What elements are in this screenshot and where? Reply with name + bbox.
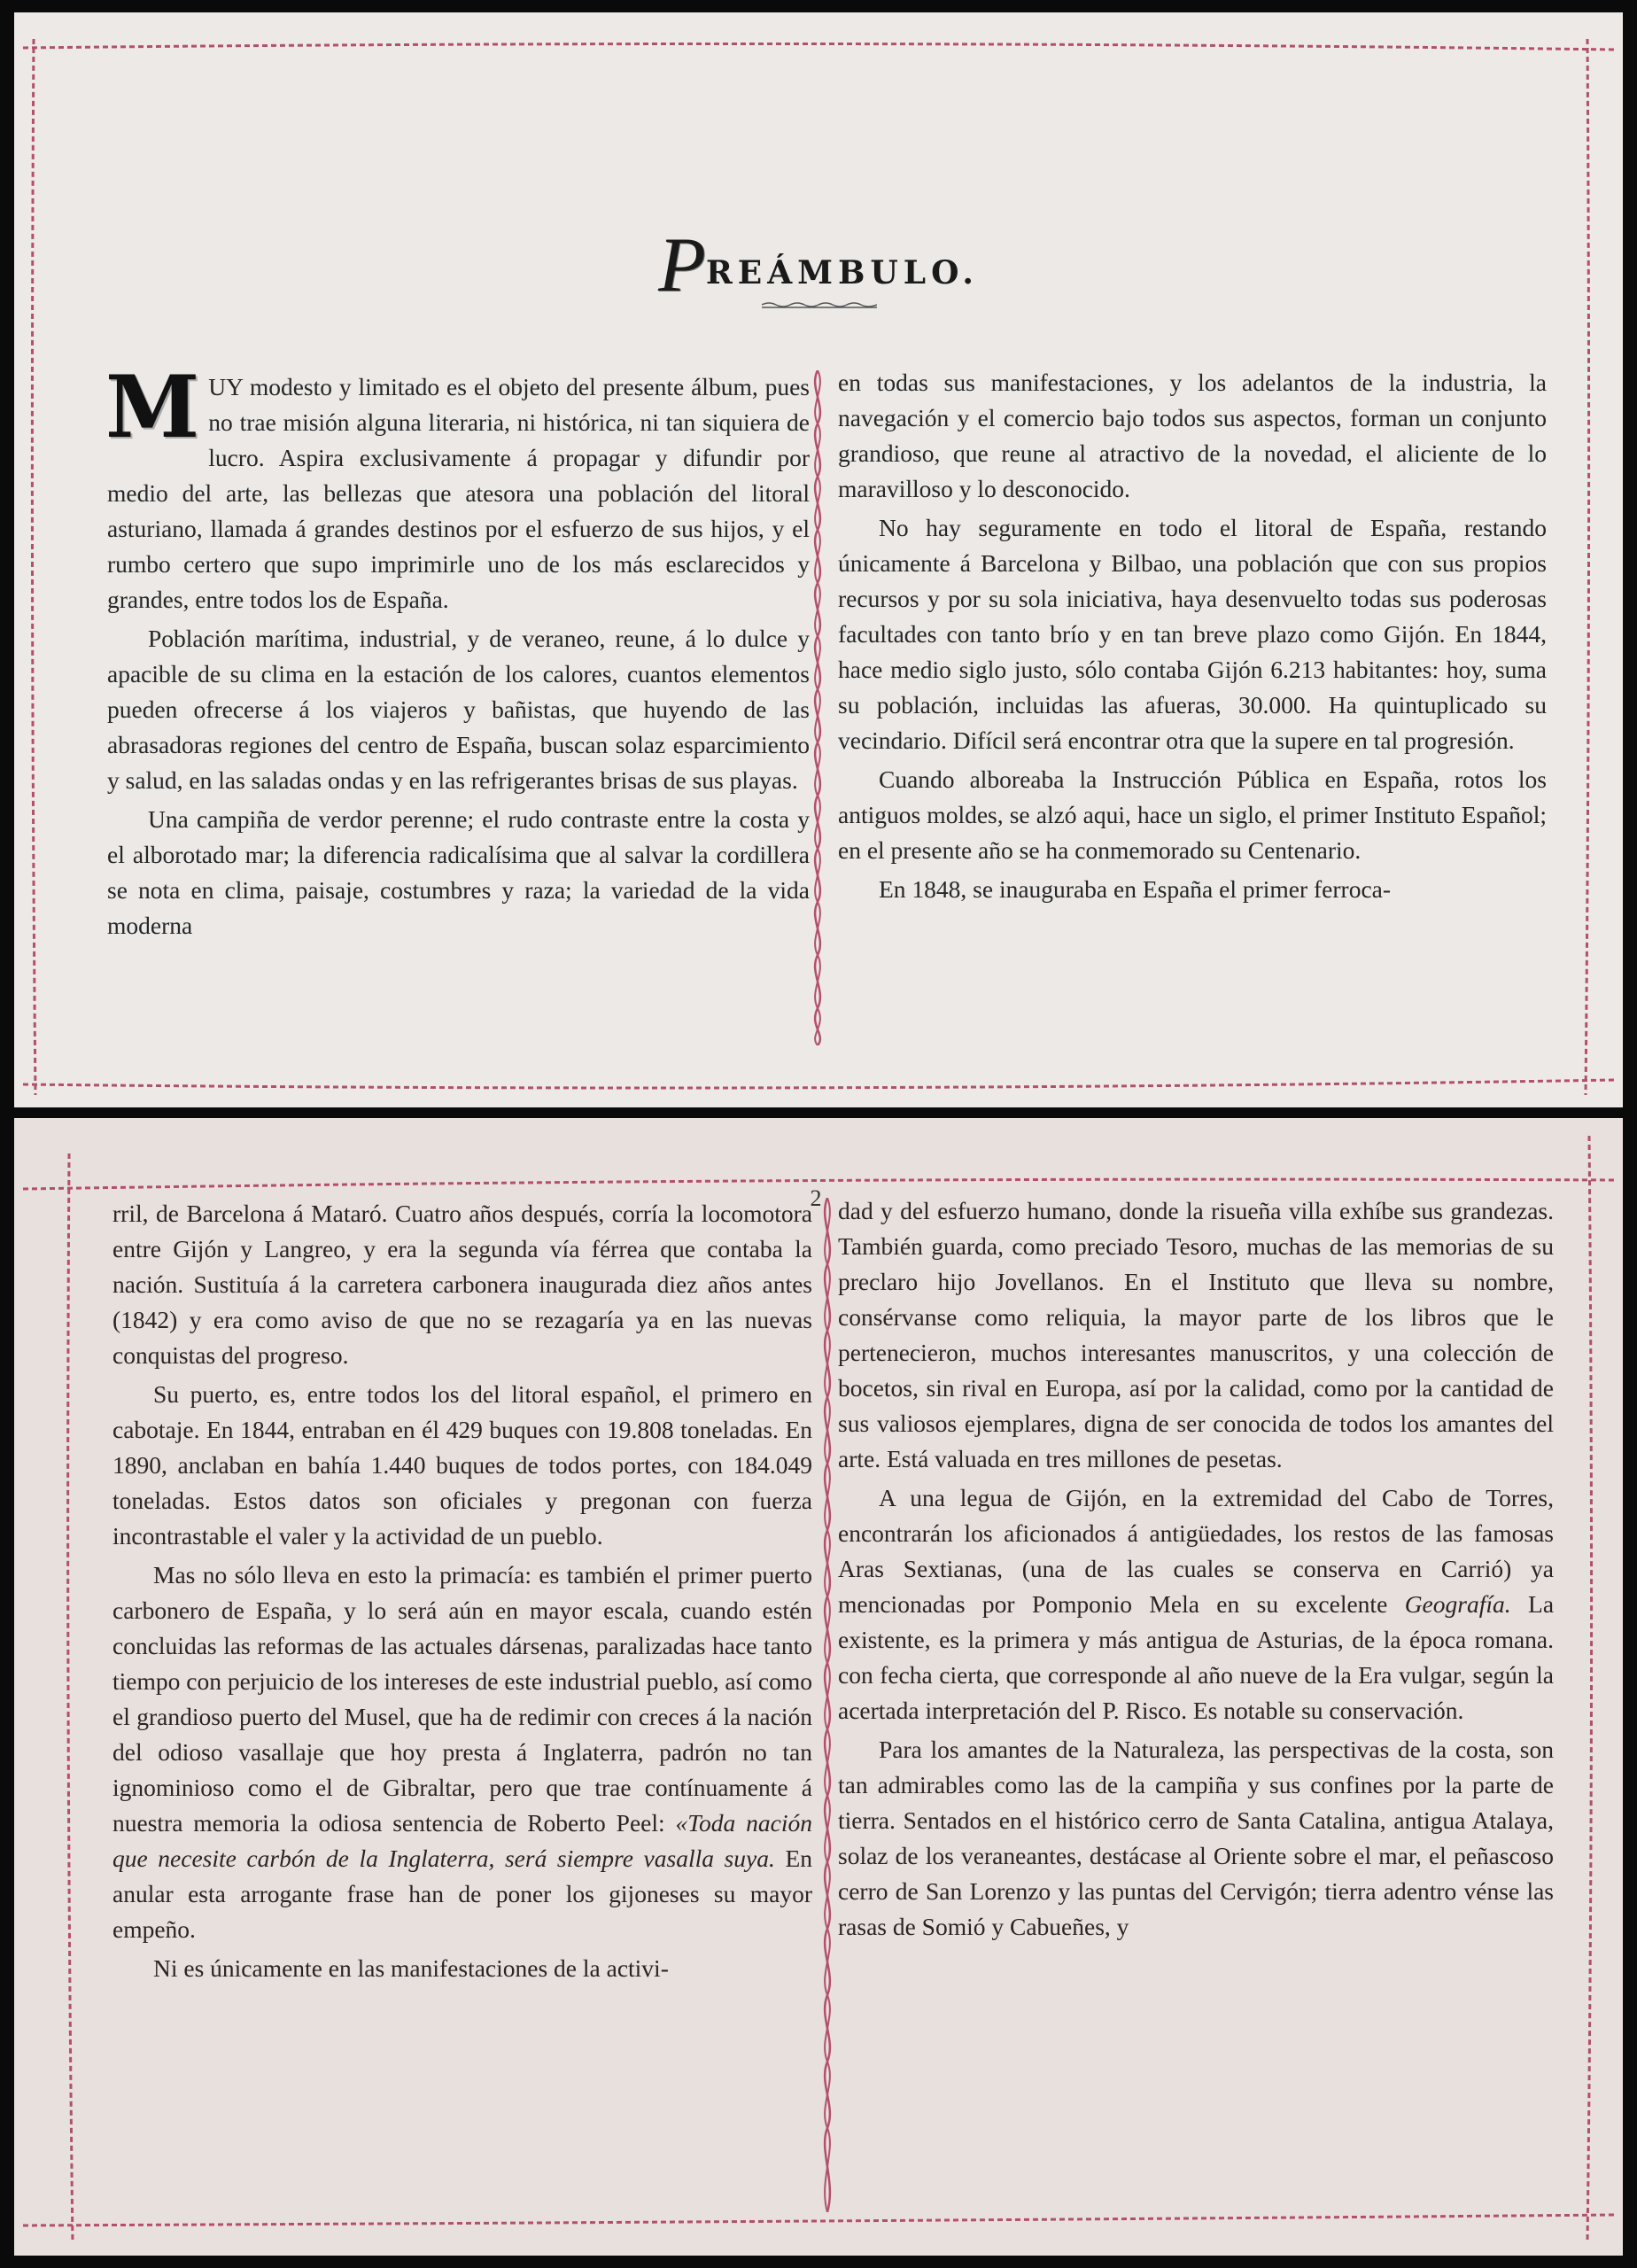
right-column — [838, 1193, 1554, 1945]
paragraph: Su puerto, es, entre todos los del litoral español, el primero en cabotaje. En 1844, entraban en él 429 buques con 19.808 toneladas. En 1890, anclaban en bahía 1.440 buques de todos portes, con 184.049 toneladas. Estos datos son oficiales y pregonan con fuerza incontrastable el valer y la actividad de un pueblo. — [112, 1380, 812, 1550]
page-number: 2 — [798, 1185, 834, 1212]
right-column — [838, 365, 1547, 907]
column-divider-ornament — [807, 370, 828, 1045]
paragraph: Para los amantes de la Naturaleza, las perspectivas de la costa, son tan admirables como las de la campiña y sus confines por la parte de tierra. Sentados en el histórico cerro de Santa Catalina, antigua Atalaya, solaz de los veraneantes, destácase al Oriente sobre el mar, el peñascoso cerro de San Lorenzo y las puntas del Cervigón; tierra adentro vénse las rasas de Somió y Cabueñes, y — [838, 1736, 1554, 1940]
column-divider-ornament — [817, 1198, 838, 2212]
left-column — [112, 1196, 812, 1986]
paragraph: En 1848, se inauguraba en España el primer ferroca- — [879, 875, 1392, 903]
paragraph: rril, de Barcelona á Mataró. Cuatro años después, corría la locomotora entre Gijón y Langreo, y era la segunda vía férrea que contaba la nación. Sustituía á la carretera carbonera inaugurada diez años antes (1842) y era como aviso de que no se rezagaría ya en las nuevas conquistas del progreso. — [112, 1200, 812, 1369]
paragraph: Una campiña de verdor perenne; el rudo contraste entre la costa y el alborotado mar; la diferencia radicalísima que al salvar la cordillera se nota en clima, paisaje, costumbres y raza; la variedad de la vida moderna — [107, 805, 810, 939]
geografia-italic: Geografía. — [1404, 1590, 1511, 1618]
title-text: REÁMBULO. — [705, 254, 979, 291]
paragraph: A una legua de Gijón, en la extremidad del Cabo de Torres, encontrarán los aficionados á antigüedades, los restos de las famosas Aras Sextianas, (una de las cuales se conserva en Carrió) ya mencionadas por Pomponio Mela en su excelente Geografía. La existente, es la primera y más antigua de Asturias, de la época romana. con fecha cierta, que corresponde al año nueve de la Era vulgar, según la acertada interpretación del P. Risco. Es notable su conservación. — [838, 1484, 1555, 1724]
paragraph: MUY modesto y limitado es el objeto del presente álbum, pues no trae misión alguna literaria, ni histórica, ni tan siquiera de lucro. Aspira exclusivamente á propagar y difundir por medio del arte, las bellezas que atesora una población del litoral asturiano, llamada á grandes destinos por el esfuerzo de sus hijos, y el rumbo certero que supo imprimirle uno de los más esclarecidos y grandes, entre todos los de España. — [105, 357, 810, 613]
page-title — [14, 221, 1623, 310]
page-2 — [14, 1118, 1623, 2256]
left-column — [105, 357, 810, 944]
paragraph: en todas sus manifestaciones, y los adelantos de la industria, la navegación y el comercio bajo todos sus aspectos, forman un conjunto grandioso, que reune al atractivo de la novedad, el aliciente de lo maravilloso y lo desconocido. — [838, 369, 1547, 502]
paragraph: No hay seguramente en todo el litoral de España, restando únicamente á Barcelona y Bilbao, una población que con sus propios recursos y por su sola iniciativa, haya desenvuelto todas sus poderosas facultades con tanto brío y en tan breve plazo como Gijón. En 1844, hace medio siglo justo, sólo contaba Gijón 6.213 habitantes: hoy, suma su población, incluidas las afueras, 30.000. Ha quintuplicado su vecindario. Difícil será encontrar otra que la supere en tal progresión. — [838, 514, 1547, 754]
paragraph: Mas no sólo lleva en esto la primacía: es también el primer puerto carbonero de España, y lo será aún en mayor escala, cuando estén concluidas las reformas de las actuales dársenas, paralizadas hace tanto tiempo con perjuicio de los intereses de este industrial pueblo, así como el grandioso puerto del Musel, que ha de redimir con creces á la nación del odioso vasallaje que hoy presta á Inglaterra, padrón no tan ignominioso como el de Gibraltar, pero que trae contínuamente á nuestra memoria la odiosa sentencia de Roberto Peel: «Toda nación que necesite carbón de la Inglaterra, será siempre vasalla suya. En anular esta arrogante frase han de poner los gijoneses su mayor empeño. — [112, 1561, 812, 1943]
title-underline-ornament — [762, 301, 877, 308]
peel-quote: «Toda nación que necesite carbón de la Inglaterra, será siempre vasalla suya. — [112, 1809, 812, 1872]
title-initial: P — [658, 222, 706, 308]
page-1 — [14, 12, 1623, 1107]
paragraph: Población marítima, industrial, y de veraneo, reune, á lo dulce y apacible de su clima en la estación de los calores, cuantos elementos pueden ofrecerse á los viajeros y bañistas, que huyendo de las abrasadoras regiones del centro de España, buscan solaz esparcimiento y salud, en las saladas ondas y en las refrigerantes brisas de sus playas. — [107, 625, 810, 794]
paragraph: dad y del esfuerzo humano, donde la risueña villa exhíbe sus grandezas. También guarda, como preciado Tesoro, muchas de las memorias de su preclaro hijo Jovellanos. En el Instituto que lleva su nombre, consérvanse como reliquia, la mayor parte de los libros que le pertenecieron, muchos interesantes manuscritos, y una colección de bocetos, sin rival en Europa, así por la calidad, como por la cantidad de sus valiosos ejemplares, digna de ser conocida de todos los amantes del arte. Está valuada en tres millones de pesetas. — [838, 1197, 1554, 1472]
paragraph: Ni es únicamente en las manifestaciones de la activi- — [153, 1954, 669, 1982]
drop-cap: M — [105, 357, 200, 457]
paragraph: Cuando alboreaba la Instrucción Pública en España, rotos los antiguos moldes, se alzó aqui, hace un siglo, el primer Instituto Español; en el presente año se ha conmemorado su Centenario. — [838, 765, 1547, 864]
